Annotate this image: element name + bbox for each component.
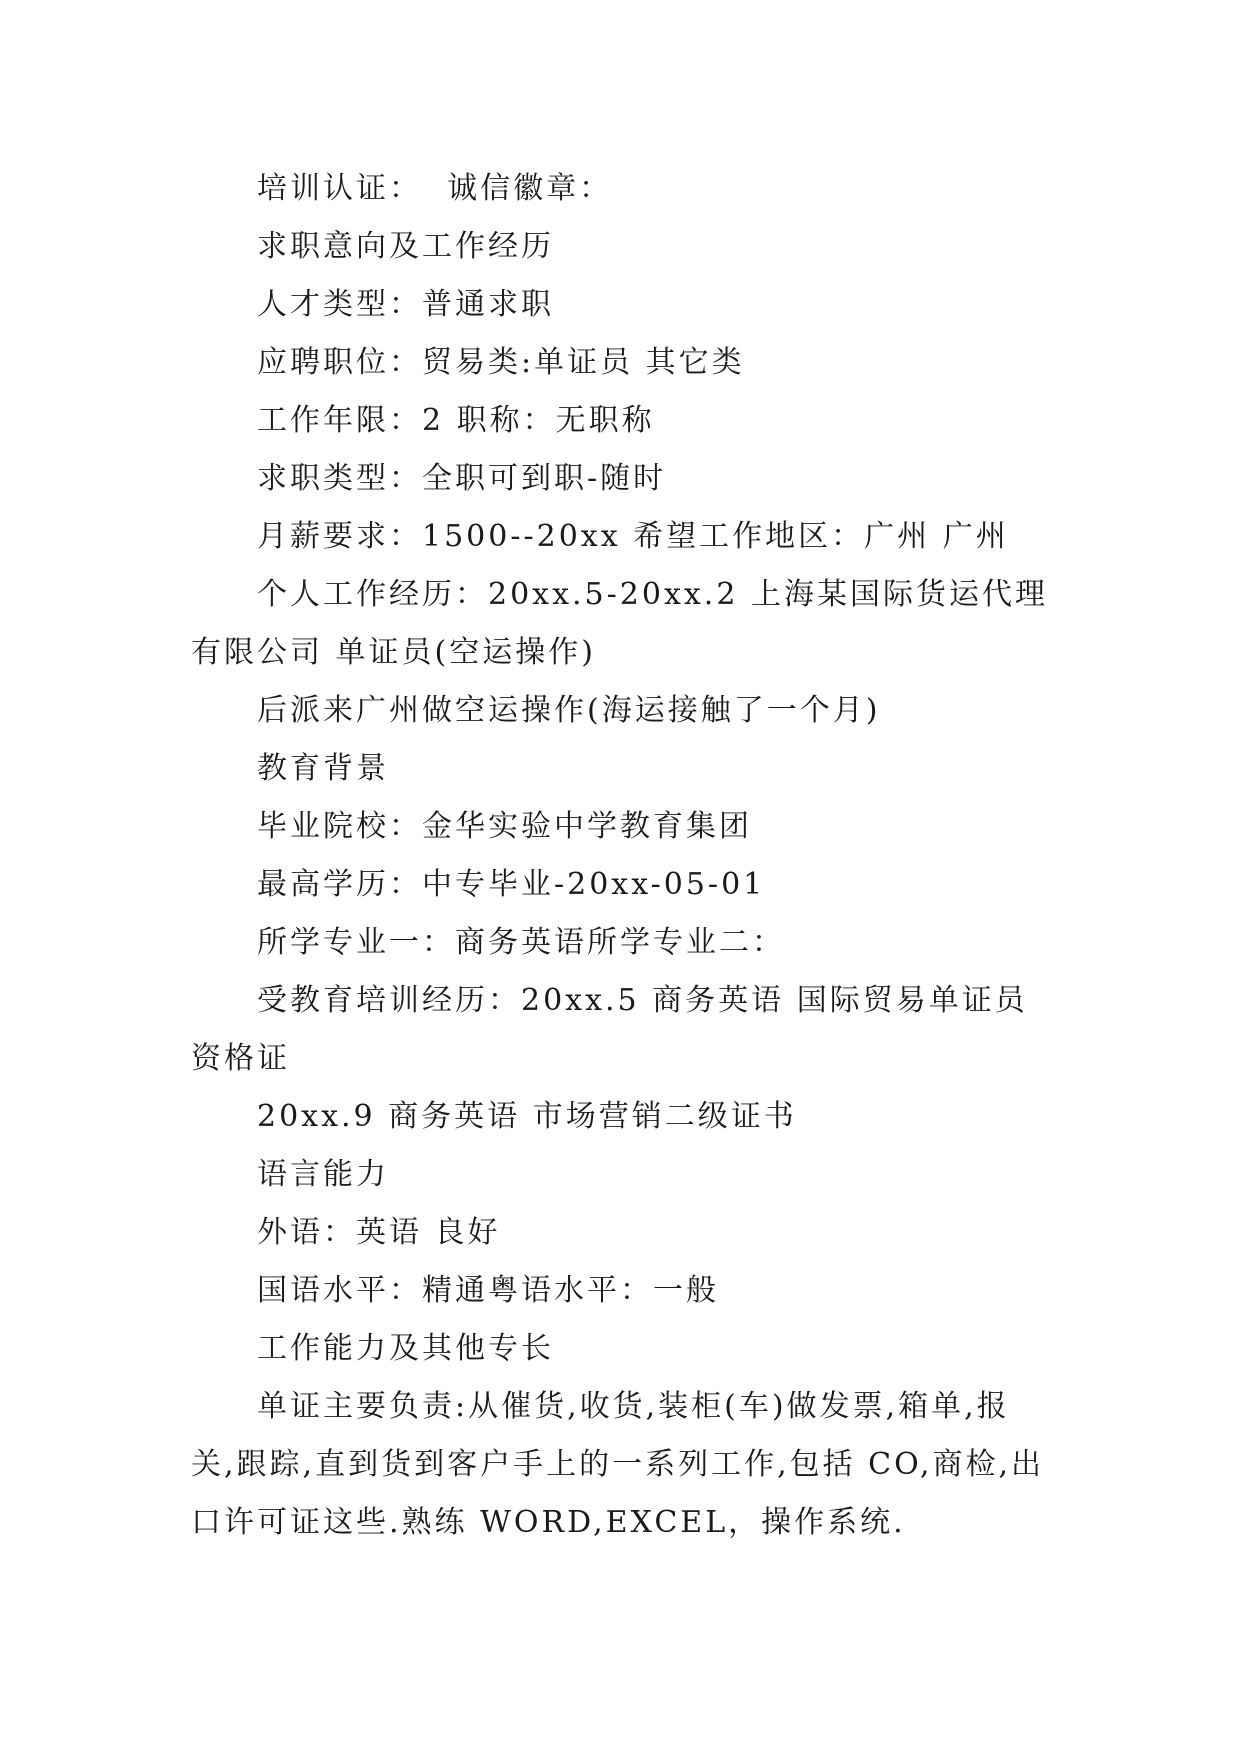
major-line: 所学专业一：商务英语所学专业二： [257,925,785,960]
language-heading: 语言能力 [257,1157,389,1192]
work-years-line: 工作年限：2 职称：无职称 [257,403,655,438]
training-certification-line: 培训认证： 诚信徽章： [257,171,613,206]
education-heading: 教育背景 [257,751,389,786]
skills-heading: 工作能力及其他专长 [257,1331,554,1366]
document-body [191,160,1051,1552]
skills-paragraph: 单证主要负责:从催货,收货,装柜(车)做发票,箱单,报关,跟踪,直到货到客户手上的一系列工作,包括 CO,商检,出口许可证这些.熟练 WORD,EXCEL，操作系统. [191,1389,1045,1540]
training-experience-paragraph: 受教育培训经历：20xx.5 商务英语 国际贸易单证员资格证 [191,983,1028,1076]
talent-type-line: 人才类型：普通求职 [257,287,554,322]
salary-requirement-line: 月薪要求：1500--20xx 希望工作地区：广州 广州 [257,519,1009,554]
certificate-line: 20xx.9 商务英语 市场营销二级证书 [257,1099,797,1134]
foreign-language-line: 外语：英语 良好 [257,1215,501,1250]
work-experience-paragraph: 个人工作经历：20xx.5-20xx.2 上海某国际货运代理有限公司 单证员(空运操作) [191,577,1048,670]
graduate-school-line: 毕业院校：金华实验中学教育集团 [257,809,752,844]
job-type-line: 求职类型：全职可到职-随时 [257,461,667,496]
work-experience-note: 后派来广州做空运操作(海运接触了一个月) [257,693,881,728]
applied-position-line: 应聘职位：贸易类:单证员 其它类 [257,345,745,380]
job-intention-heading: 求职意向及工作经历 [257,229,554,264]
mandarin-level-line: 国语水平：精通粤语水平：一般 [257,1273,719,1308]
highest-degree-line: 最高学历：中专毕业-20xx-05-01 [257,867,766,902]
